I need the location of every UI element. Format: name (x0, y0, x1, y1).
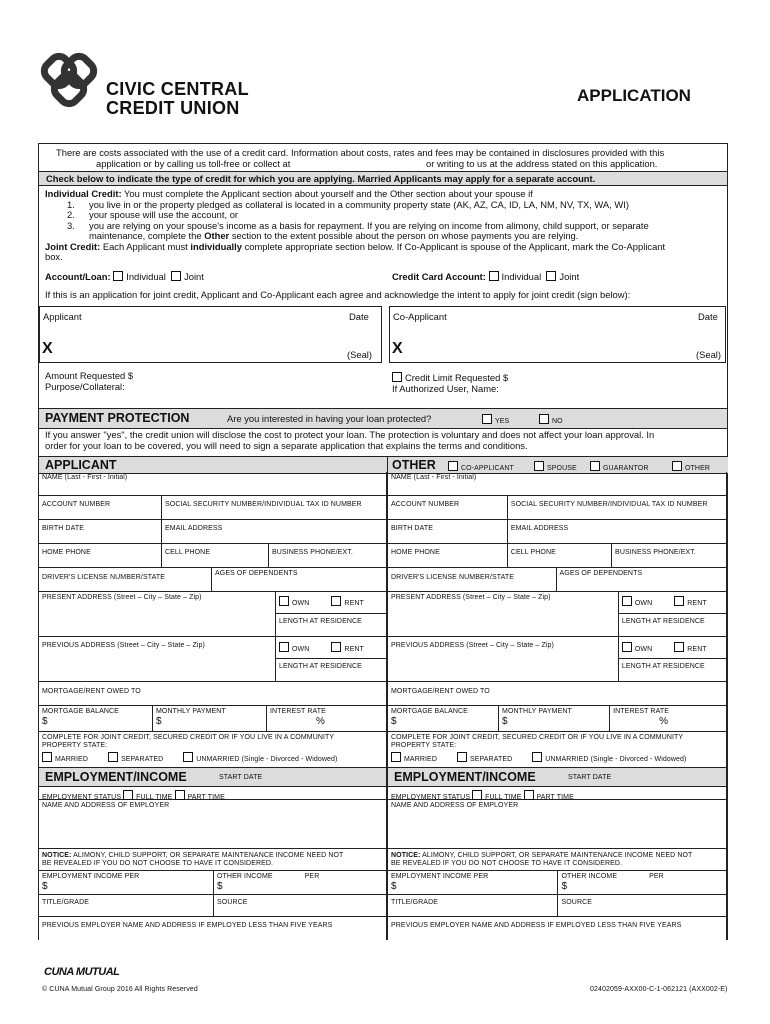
spouse-checkbox[interactable] (534, 461, 544, 471)
part-time-checkbox[interactable] (524, 790, 534, 800)
email-label: EMAIL ADDRESS (165, 525, 223, 532)
account-loan-label: Account/Loan: (45, 271, 111, 282)
home-phone-label: HOME PHONE (391, 549, 440, 556)
birth-date-label: BIRTH DATE (391, 525, 433, 532)
account-number-label: ACCOUNT NUMBER (42, 501, 111, 508)
ages-dependents-field[interactable] (212, 568, 387, 592)
page-title: APPLICATION (577, 86, 691, 105)
ssn-label: SOCIAL SECURITY NUMBER/INDIVIDUAL TAX ID NUMBER (510, 501, 708, 508)
other-title: OTHER (392, 458, 436, 472)
business-phone-label: BUSINESS PHONE/EXT. (272, 549, 353, 556)
mortgage-balance-label: MORTGAGE BALANCE (42, 708, 119, 715)
length-residence-label: LENGTH AT RESIDENCE (621, 663, 705, 670)
other-interest-rate-field[interactable] (610, 706, 727, 732)
other-income-field[interactable] (214, 871, 387, 895)
per-label: PER (649, 873, 664, 880)
interest-rate-label: INTEREST RATE (613, 708, 669, 715)
other-mortgage-balance-field[interactable] (388, 706, 499, 732)
previous-address-label: PREVIOUS ADDRESS (Street – City – State – Zip) (42, 642, 205, 649)
other-ssn-field[interactable] (508, 496, 727, 520)
full-time-label: FULL TIME (485, 794, 522, 801)
drivers-license-label: DRIVER'S LICENSE NUMBER/STATE (42, 574, 165, 581)
monthly-payment-field[interactable] (153, 706, 267, 732)
per-label: PER (304, 873, 320, 880)
name-label: NAME (Last - First - Initial) (42, 474, 128, 481)
seal-label: (Seal) (347, 349, 373, 360)
credit-limit-checkbox[interactable] (392, 372, 402, 382)
notice-text: ALIMONY, CHILD SUPPORT, OR SEPARATE MAINTENANCE INCOME NEED NOT (422, 852, 693, 859)
protection-text (45, 430, 725, 451)
ssn-field[interactable] (162, 496, 387, 520)
unmarried-label: UNMARRIED (Single - Divorced - Widowed) (196, 756, 338, 763)
interest-rate-label: INTEREST RATE (270, 708, 326, 715)
monthly-payment-label: MONTHLY PAYMENT (156, 708, 226, 715)
other-employment-income-field[interactable] (388, 871, 558, 895)
dollar-sign: $ (391, 881, 397, 892)
notice-text: ALIMONY, CHILD SUPPORT, OR SEPARATE MAINTENANCE INCOME NEED NOT (73, 852, 344, 859)
per-label: PER (473, 873, 489, 880)
org-name-line1: CIVIC CENTRAL (106, 79, 249, 99)
monthly-payment-label: MONTHLY PAYMENT (502, 708, 572, 715)
part-time-label: PART TIME (187, 794, 225, 801)
other-employer-field[interactable] (388, 800, 727, 849)
previous-employer-label: PREVIOUS EMPLOYER NAME AND ADDRESS IF EMPLOYED LESS THAN FIVE YEARS (391, 922, 682, 929)
ages-dependents-label: AGES OF DEPENDENTS (215, 570, 298, 577)
rent-label: RENT (687, 646, 707, 653)
other-present-length-field[interactable] (619, 614, 727, 637)
married-label: MARRIED (55, 756, 88, 763)
percent-sign: % (659, 716, 669, 727)
other-previous-own-rent (619, 637, 727, 659)
credit-type-section (45, 189, 725, 263)
other-monthly-payment-field[interactable] (499, 706, 610, 732)
present-address-field[interactable] (39, 592, 276, 637)
protection-no[interactable] (539, 414, 563, 426)
ages-dependents-label: AGES OF DEPENDENTS (559, 570, 643, 577)
cc-individual-label: Individual (501, 271, 542, 282)
other-previous-employer-field[interactable] (388, 917, 727, 940)
email-field[interactable] (162, 520, 387, 544)
other-cell-phone-field[interactable] (508, 544, 612, 568)
present-length-field[interactable] (276, 614, 387, 637)
present-address-label: PRESENT ADDRESS (Street – City – State – Zip) (42, 594, 202, 601)
credit-limit-block (392, 372, 508, 394)
other-home-phone-field[interactable] (388, 544, 508, 568)
employer-label: NAME AND ADDRESS OF EMPLOYER (391, 802, 519, 809)
employer-field[interactable] (39, 800, 387, 849)
previous-employer-label: PREVIOUS EMPLOYER NAME AND ADDRESS IF EMPLOYED LESS THAN FIVE YEARS (42, 922, 333, 929)
separated-checkbox[interactable] (457, 752, 467, 762)
previous-address-label: PREVIOUS ADDRESS (Street – City – State – Zip) (391, 642, 554, 649)
rent-label: RENT (687, 600, 707, 607)
other-birth-date-field[interactable] (388, 520, 508, 544)
own-label: OWN (292, 646, 310, 653)
seal-label: (Seal) (696, 349, 722, 360)
part-time-checkbox[interactable] (175, 790, 185, 800)
interest-rate-field[interactable] (267, 706, 387, 732)
notice-line2: BE REVEALED IF YOU DO NOT CHOOSE TO HAVE IT CONSIDERED. (42, 860, 274, 867)
full-time-checkbox[interactable] (472, 790, 482, 800)
logo-mark-icon (36, 50, 104, 110)
notice (39, 849, 387, 871)
rent-checkbox[interactable] (331, 596, 341, 606)
no-label: NO (552, 418, 563, 425)
copyright: © CUNA Mutual Group 2016 All Rights Reserved (42, 986, 198, 993)
individual-checkbox[interactable] (113, 271, 123, 281)
other-present-own-rent (619, 592, 727, 614)
birth-date-label: BIRTH DATE (42, 525, 84, 532)
length-residence-label: LENGTH AT RESIDENCE (279, 663, 362, 670)
spouse-option: SPOUSE (547, 465, 577, 472)
employment-income-field[interactable] (39, 871, 214, 895)
joint-text-a: Each Applicant must (102, 240, 188, 252)
dollar-sign: $ (561, 881, 568, 892)
individual-credit-label: Individual Credit: (45, 188, 122, 199)
account-number-label: ACCOUNT NUMBER (391, 501, 460, 508)
item3-text-b: section to the extent possible about the person on whose payments you are relying. (231, 230, 579, 241)
name-label: NAME (Last - First - Initial) (391, 474, 477, 481)
joint-credit-label: Joint Credit: (45, 240, 101, 252)
other-email-field[interactable] (508, 520, 727, 544)
mortgage-rent-label: MORTGAGE/RENT OWED TO (42, 688, 141, 695)
unmarried-checkbox[interactable] (532, 752, 542, 762)
joint-text-b: complete appropriate section below. If Co-Applicant is spouse of the Applicant, mark the Co-Applicant (244, 240, 666, 252)
yes-label: YES (495, 418, 510, 425)
applicant-label: Applicant (43, 311, 82, 322)
payment-protection-bar (39, 408, 727, 429)
other-option: OTHER (685, 465, 710, 472)
other-ages-dependents-field[interactable] (557, 568, 727, 592)
other-employment-status-field (388, 787, 727, 800)
source-label: SOURCE (217, 899, 248, 906)
item-text: your spouse will use the account, or (89, 209, 239, 220)
other-column (387, 472, 727, 940)
other-business-phone-field[interactable] (612, 544, 727, 568)
drivers-license-label: DRIVER'S LICENSE NUMBER/STATE (391, 574, 514, 581)
start-date-label: START DATE (568, 774, 612, 781)
co-applicant-checkbox[interactable] (448, 461, 458, 471)
cell-phone-label: CELL PHONE (510, 549, 556, 556)
credit-type-banner-text: Check below to indicate the type of credit for which you are applying. Married Applicants may apply for a separate account. (46, 173, 596, 184)
applicant-title: APPLICANT (45, 458, 117, 472)
cc-individual-checkbox[interactable] (489, 271, 499, 281)
other-drivers-license-field[interactable] (388, 568, 557, 592)
previous-employer-field[interactable] (39, 917, 387, 940)
rent-label: RENT (344, 600, 364, 607)
other-present-address-field[interactable] (388, 592, 619, 637)
marital-status-field (39, 732, 387, 768)
purpose-collateral: Purpose/Collateral: (45, 381, 125, 392)
length-residence-label: LENGTH AT RESIDENCE (279, 618, 362, 625)
own-checkbox[interactable] (622, 596, 632, 606)
item3-text-a: maintenance, complete the (89, 230, 202, 241)
income-label: EMPLOYMENT INCOME (42, 873, 123, 880)
rent-checkbox[interactable] (674, 596, 684, 606)
own-label: OWN (292, 600, 310, 607)
payment-protection-title: PAYMENT PROTECTION (45, 411, 190, 425)
applicant-column (39, 472, 387, 940)
employment-title: EMPLOYMENT/INCOME (45, 770, 187, 784)
other-account-number-field[interactable] (388, 496, 508, 520)
business-phone-field[interactable] (269, 544, 387, 568)
item-text: you live in or the property pledged as collateral is located in a community property state (AK, AZ, CA, ID, LA, NM, NV, TX, WA, WI) (89, 198, 629, 210)
guarantor-option: GUARANTOR (603, 465, 649, 472)
dollar-sign: $ (502, 716, 508, 727)
married-checkbox[interactable] (42, 752, 52, 762)
joint-note2: PROPERTY STATE: (42, 742, 108, 749)
joint-note1: COMPLETE FOR JOINT CREDIT, SECURED CREDIT OR IF YOU LIVE IN A COMMUNITY (42, 734, 335, 741)
account-loan-row (45, 271, 204, 282)
business-phone-label: BUSINESS PHONE/EXT. (615, 549, 696, 556)
rent-label: RENT (344, 646, 364, 653)
start-date-label: START DATE (219, 774, 263, 781)
mortgage-balance-field[interactable] (39, 706, 153, 732)
own-label: OWN (634, 646, 653, 653)
individual-credit-text: You must complete the Applicant section about yourself and the Other section about your spouse if (124, 188, 533, 199)
account-number-field[interactable] (39, 496, 162, 520)
name-field[interactable] (39, 472, 387, 496)
previous-own-rent (276, 637, 387, 659)
cell-phone-field[interactable] (162, 544, 269, 568)
cc-joint-checkbox[interactable] (546, 271, 556, 281)
dollar-sign: $ (156, 716, 162, 727)
other-title-grade-field[interactable] (388, 895, 558, 917)
rent-checkbox[interactable] (674, 642, 684, 652)
home-phone-field[interactable] (39, 544, 162, 568)
dollar-sign: $ (391, 716, 397, 727)
credit-card-row (392, 271, 579, 282)
email-label: EMAIL ADDRESS (510, 525, 569, 532)
own-checkbox[interactable] (279, 596, 289, 606)
disclosure (56, 147, 726, 169)
rent-checkbox[interactable] (331, 642, 341, 652)
title-grade-label: TITLE/GRADE (391, 899, 438, 906)
other-previous-length-field[interactable] (619, 659, 727, 682)
protection-text2: order for your loan to be covered, you will need to sign a separate application that explains the terms and conditions. (45, 439, 528, 451)
mortgage-balance-label: MORTGAGE BALANCE (391, 708, 468, 715)
disclosure-line2b: or writing to us at the address stated on this application. (426, 158, 658, 169)
other-name-field[interactable] (388, 472, 727, 496)
footer-logo: CUNA MUTUAL (44, 966, 120, 978)
amount-block (45, 370, 133, 392)
notice-bold: NOTICE: (42, 852, 72, 859)
other-previous-address-field[interactable] (388, 637, 619, 682)
previous-address-field[interactable] (39, 637, 276, 682)
logo (36, 50, 104, 110)
present-own-rent (276, 592, 387, 614)
date-label: Date (349, 311, 369, 322)
own-checkbox[interactable] (279, 642, 289, 652)
protection-text1: If you answer "yes", the credit union will disclose the cost to protect your loan. The protection is voluntary and does not affect your loan approval. In (45, 429, 655, 440)
other-marital-status-field (388, 732, 727, 768)
source-label: SOURCE (561, 899, 593, 906)
authorized-user: If Authorized User, Name: (392, 383, 499, 394)
joint-checkbox[interactable] (171, 271, 181, 281)
employment-status-label: EMPLOYMENT STATUS (391, 794, 471, 801)
previous-length-field[interactable] (276, 659, 387, 682)
separated-label: SEPARATED (120, 756, 164, 763)
full-time-checkbox[interactable] (123, 790, 133, 800)
ssn-label: SOCIAL SECURITY NUMBER/INDIVIDUAL TAX ID NUMBER (165, 501, 362, 508)
sign-x: X (392, 340, 403, 357)
percent-sign: % (316, 716, 325, 727)
home-phone-label: HOME PHONE (42, 549, 91, 556)
other-income-label: OTHER INCOME (561, 873, 618, 880)
title-grade-label: TITLE/GRADE (42, 899, 89, 906)
co-applicant-label: Co-Applicant (393, 311, 447, 322)
unmarried-label: UNMARRIED (Single - Divorced - Widowed) (545, 756, 687, 763)
full-time-label: FULL TIME (136, 794, 173, 801)
notice-line2: BE REVEALED IF YOU DO NOT CHOOSE TO HAVE IT CONSIDERED. (391, 860, 623, 867)
employment-title: EMPLOYMENT/INCOME (394, 770, 536, 784)
income-label: EMPLOYMENT INCOME (391, 873, 472, 880)
individual-label: Individual (126, 271, 166, 282)
disclosure-line2a: application or by calling us toll-free or collect at (96, 158, 291, 169)
protection-question: Are you interested in having your loan protected? (227, 413, 432, 424)
employer-label: NAME AND ADDRESS OF EMPLOYER (42, 802, 170, 809)
source-field[interactable] (214, 895, 387, 917)
guarantor-checkbox[interactable] (590, 461, 600, 471)
part-time-label: PART TIME (536, 794, 574, 801)
married-label: MARRIED (404, 756, 437, 763)
date-label: Date (698, 311, 718, 322)
birth-date-field[interactable] (39, 520, 162, 544)
length-residence-label: LENGTH AT RESIDENCE (621, 618, 705, 625)
co-applicant-signature-box[interactable] (389, 306, 726, 363)
org-name-line2: CREDIT UNION (106, 98, 240, 118)
form-code: 02402059-AXX00-C-1-062121 (AXX002-E) (590, 986, 728, 993)
other-source-field[interactable] (558, 895, 727, 917)
cc-joint-label: Joint (559, 271, 580, 282)
own-label: OWN (634, 600, 653, 607)
dollar-sign: $ (42, 716, 48, 727)
per-label: PER (124, 873, 140, 880)
employment-header (39, 768, 387, 787)
notice-bold: NOTICE: (391, 852, 421, 859)
other-other-income-field[interactable] (558, 871, 727, 895)
protection-yes[interactable] (482, 414, 509, 426)
married-checkbox[interactable] (391, 752, 401, 762)
other-mortgage-rent-field[interactable] (388, 682, 727, 706)
dollar-sign: $ (42, 881, 48, 892)
cell-phone-label: CELL PHONE (165, 549, 211, 556)
yes-checkbox[interactable] (482, 414, 492, 424)
item3-other: Other (204, 230, 230, 241)
joint-label: Joint (184, 271, 204, 282)
item-num: 1. (67, 198, 75, 210)
org-name (106, 80, 249, 118)
disclosure-line1: There are costs associated with the use of a credit card. Information about costs, rates and fees may be contained in disclosures provided with this (56, 147, 665, 158)
title-grade-field[interactable] (39, 895, 214, 917)
other-notice (388, 849, 727, 871)
sign-text: If this is an application for joint credit, Applicant and Co-Applicant each agree and acknowledge the intent to apply for joint credit (sign below): (45, 289, 631, 300)
drivers-license-field[interactable] (39, 568, 212, 592)
unmarried-checkbox[interactable] (183, 752, 193, 762)
no-checkbox[interactable] (539, 414, 549, 424)
credit-limit: Credit Limit Requested $ (405, 372, 509, 383)
mortgage-rent-field[interactable] (39, 682, 387, 706)
own-checkbox[interactable] (622, 642, 632, 652)
joint-line2: box. (45, 251, 63, 262)
credit-card-label: Credit Card Account: (392, 271, 486, 282)
present-address-label: PRESENT ADDRESS (Street – City – State – Zip) (391, 594, 551, 601)
item-num: 3. (67, 219, 75, 231)
separated-label: SEPARATED (469, 756, 513, 763)
dollar-sign: $ (217, 881, 223, 892)
joint-note1: COMPLETE FOR JOINT CREDIT, SECURED CREDIT OR IF YOU LIVE IN A COMMUNITY (391, 734, 684, 741)
joint-individually: individually (190, 240, 242, 252)
item-text: you are relying on your spouse's income as a basis for repayment. If you are relying on income from alimony, child support, or separate (89, 219, 649, 231)
joint-note2: PROPERTY STATE: (391, 742, 457, 749)
separated-checkbox[interactable] (108, 752, 118, 762)
amount-requested: Amount Requested $ (45, 370, 134, 381)
other-income-label: OTHER INCOME (217, 873, 273, 880)
co-applicant-option: CO-APPLICANT (461, 465, 514, 472)
item-num: 2. (67, 209, 75, 220)
employment-status-field (39, 787, 387, 800)
mortgage-rent-label: MORTGAGE/RENT OWED TO (391, 688, 490, 695)
other-employment-header (388, 768, 727, 787)
sign-x: X (42, 340, 53, 357)
applicant-signature-box[interactable] (39, 306, 382, 363)
other-checkbox[interactable] (672, 461, 682, 471)
credit-type-banner (39, 171, 727, 186)
employment-status-label: EMPLOYMENT STATUS (42, 794, 122, 801)
